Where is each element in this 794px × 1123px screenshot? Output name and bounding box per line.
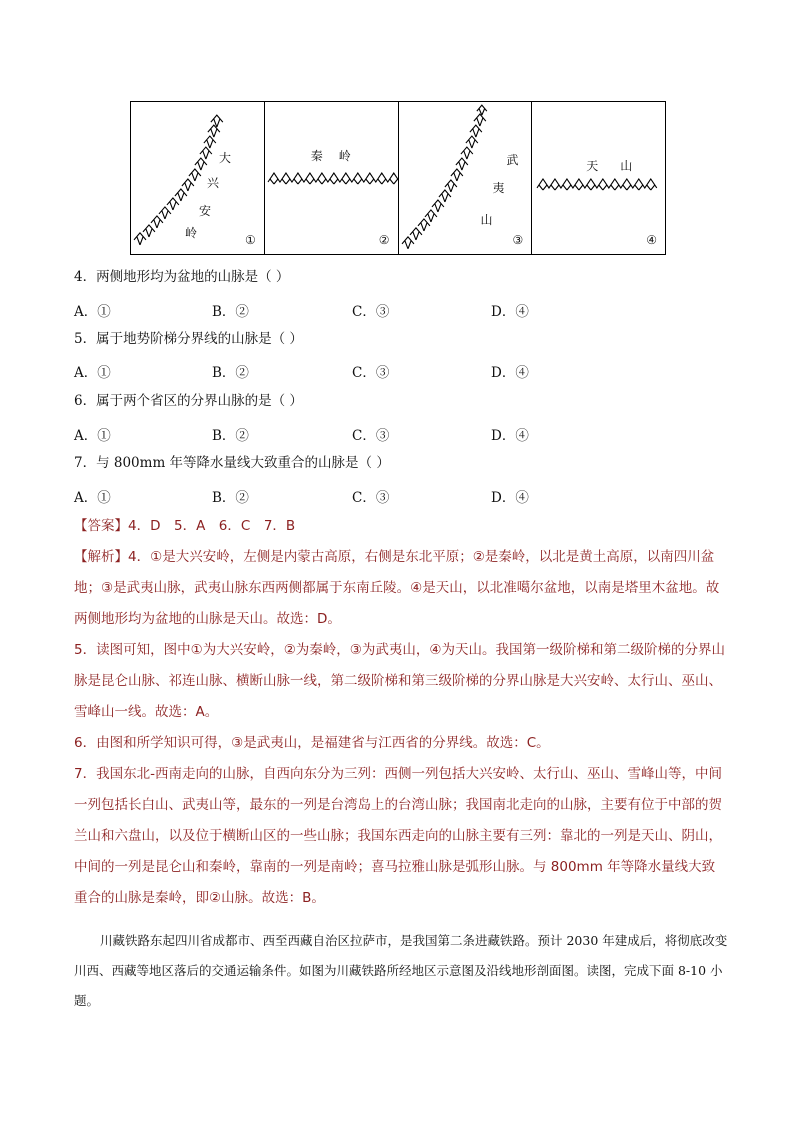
option-d: D．④ <box>491 304 529 320</box>
option-d: D．④ <box>491 428 529 444</box>
option-b: B．② <box>212 428 249 444</box>
option-b: B．② <box>212 304 249 320</box>
analysis-4 <box>74 542 726 635</box>
answer-label: 【答案】 <box>74 518 128 534</box>
option-c: C．③ <box>352 428 390 444</box>
question-4-options <box>74 300 594 318</box>
range-label-char: 岭 <box>338 149 351 163</box>
range-label-char: 天 <box>586 159 599 173</box>
analysis-label: 【解析】 <box>74 549 128 565</box>
panel-number: ③ <box>512 233 524 247</box>
passage-text: 川藏铁路东起四川省成都市、西至西藏自治区拉萨市，是我国第二条进藏铁路。预计 2030 年建成后，将彻底改变川西、西藏等地区落后的交通运输条件。如图为川藏铁路所经地区示意图及沿线地形剖面图。读图，完成下面 8-10 小题。 <box>74 933 728 1008</box>
analysis-5: 5．读图可知，图中①为大兴安岭，②为秦岭，③为武夷山，④为天山。我国第一级阶梯和第二级阶梯的分界山脉是昆仑山脉、祁连山脉、横断山脉一线，第二级阶梯和第三级阶梯的分界山脉是大兴安岭、太行山、巫山、雪峰山一线。故选：A。 <box>74 642 725 720</box>
panel-number: ② <box>378 233 390 247</box>
analysis-4-text: 4．①是大兴安岭，左侧是内蒙古高原，右侧是东北平原；②是秦岭，以北是黄土高原，以南四川盆地；③是武夷山脉，武夷山脉东西两侧都属于东南丘陵。④是天山，以北准噶尔盆地，以南是塔里木盆地。故两侧地形均为盆地的山脉是天山。故选：D。 <box>74 549 720 627</box>
option-b: B．② <box>212 365 249 381</box>
panel-number: ④ <box>646 233 657 247</box>
panel-1 <box>131 102 265 254</box>
panel-4 <box>532 102 665 254</box>
range-label-char: 岭 <box>185 226 198 240</box>
answer-analysis <box>74 511 726 914</box>
range-label-char: 武 <box>506 153 519 167</box>
option-a: A．① <box>74 304 111 320</box>
mountain-diagonal-1-graphic <box>131 102 264 254</box>
panel-number: ① <box>244 233 256 247</box>
range-label-char: 夷 <box>492 181 505 195</box>
question-5-stem: 5．属于地势阶梯分界线的山脉是（ ） <box>74 331 303 347</box>
option-c: C．③ <box>352 304 390 320</box>
mountain-horizontal-2-graphic <box>265 102 398 254</box>
range-label-char: 秦 <box>310 149 323 163</box>
question-7-stem: 7．与 800mm 年等降水量线大致重合的山脉是（ ） <box>74 455 390 471</box>
option-d: D．④ <box>491 365 529 381</box>
question-5-options <box>74 361 594 379</box>
panel-3 <box>399 102 533 254</box>
range-label-char: 安 <box>199 204 212 218</box>
question-4-stem: 4．两侧地形均为盆地的山脉是（ ） <box>74 269 290 285</box>
question-7-options <box>74 486 594 504</box>
option-a: A．① <box>74 365 111 381</box>
option-a: A．① <box>74 428 111 444</box>
range-label-char: 兴 <box>207 176 220 190</box>
option-c: C．③ <box>352 365 390 381</box>
option-d: D．④ <box>491 490 529 506</box>
mountain-horizontal-4-graphic <box>532 102 665 254</box>
panel-2 <box>265 102 399 254</box>
analysis-6: 6．由图和所学知识可得，③是武夷山，是福建省与江西省的分界线。故选：C。 <box>74 735 550 751</box>
option-a: A．① <box>74 490 111 506</box>
passage <box>74 926 734 1016</box>
range-label-char: 山 <box>620 159 633 173</box>
question-6-stem: 6．属于两个省区的分界山脉的是（ ） <box>74 393 303 409</box>
answer-line <box>74 511 726 542</box>
range-label-char: 大 <box>219 151 232 165</box>
mountain-figure <box>130 101 666 255</box>
range-label-char: 山 <box>480 213 493 227</box>
option-b: B．② <box>212 490 249 506</box>
answer-text: 4．D 5．A 6．C 7．B <box>128 518 296 534</box>
mountain-diagonal-3-graphic <box>399 102 532 254</box>
option-c: C．③ <box>352 490 390 506</box>
analysis-7: 7．我国东北-西南走向的山脉，自西向东分为三列：西侧一列包括大兴安岭、太行山、巫山、雪峰山等，中间一列包括长白山、武夷山等，最东的一列是台湾岛上的台湾山脉；我国南北走向的山脉，主要有位于中部的贺兰山和六盘山，以及位于横断山区的一些山脉；我国东西走向的山脉主要有三列：靠北的一列是天山、阴山，中间的一列是昆仑山和秦岭，靠南的一列是南岭；喜马拉雅山脉是弧形山脉。与 800mm 年等降水量线大致重合的山脉是秦岭，即②山脉。故选：B。 <box>74 766 722 906</box>
question-6-options <box>74 424 594 442</box>
